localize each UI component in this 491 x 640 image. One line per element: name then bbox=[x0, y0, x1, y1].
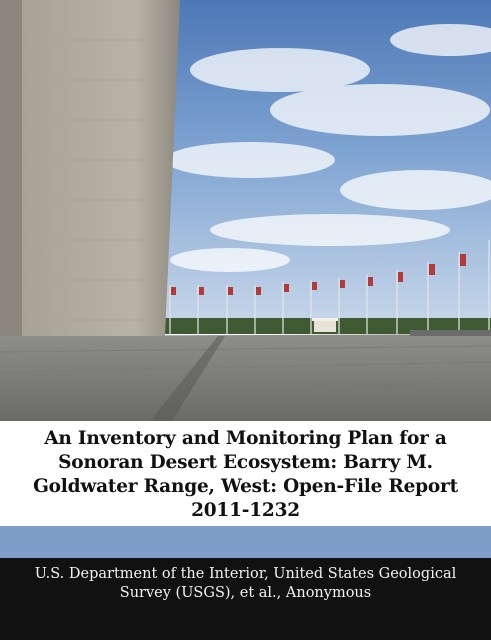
book-title: An Inventory and Monitoring Plan for a Sonoran Desert Ecosystem: Barry M. Goldwater Range, West: Open-File Report 2011-1232 bbox=[33, 428, 458, 521]
author-panel bbox=[0, 558, 491, 640]
book-author: U.S. Department of the Interior, United States Geological Survey (USGS), et al., Anonymous bbox=[34, 566, 457, 601]
title-panel bbox=[0, 421, 491, 526]
accent-band bbox=[0, 526, 491, 558]
